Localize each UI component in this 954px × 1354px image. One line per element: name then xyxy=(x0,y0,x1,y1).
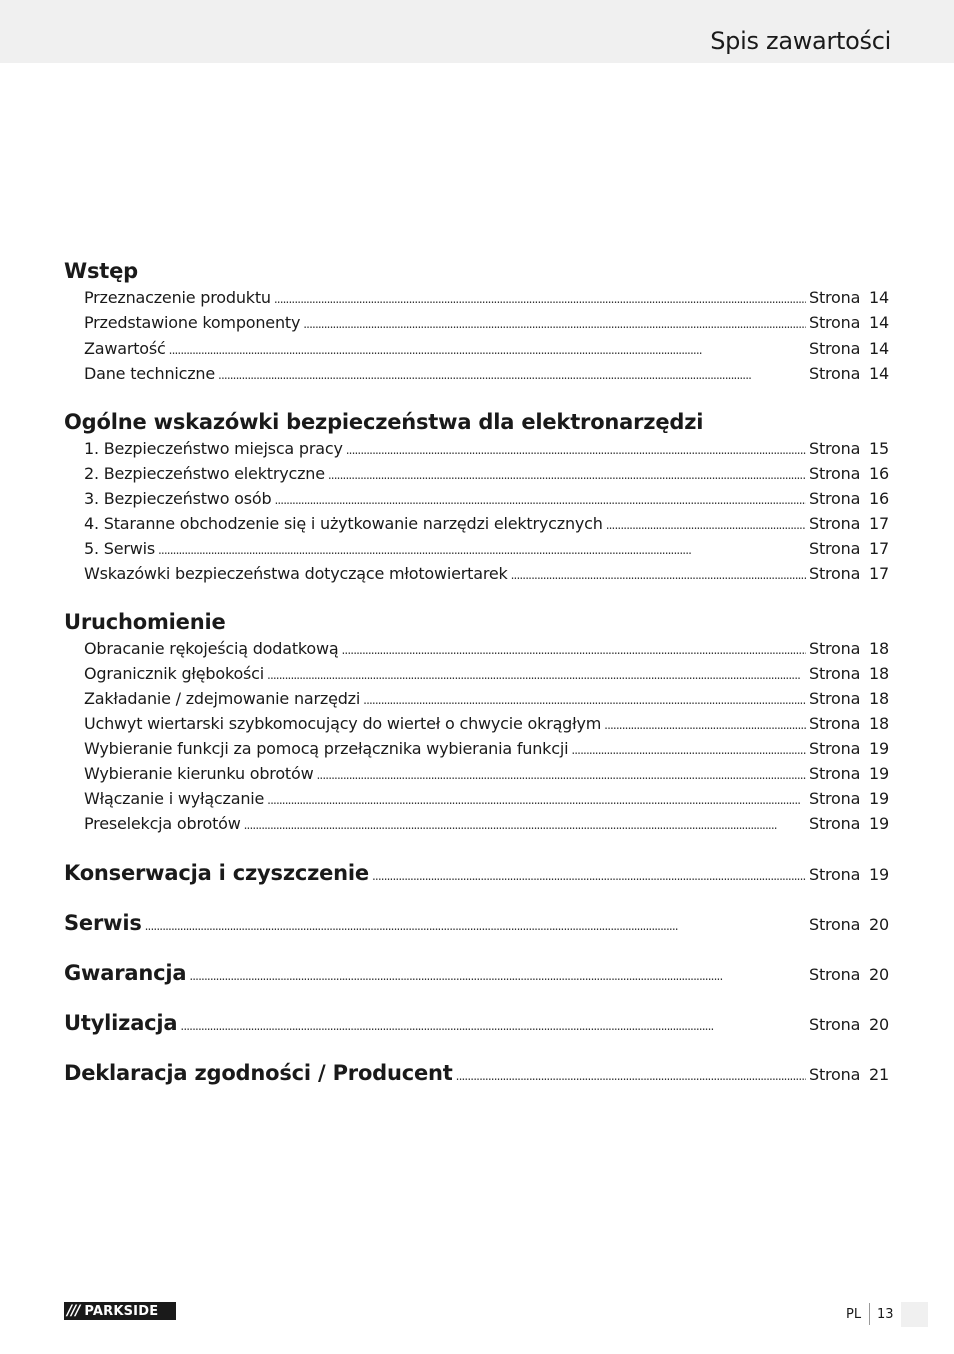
page-word: Strona xyxy=(809,313,861,332)
logo-slashes: /// xyxy=(67,1303,80,1319)
toc-entry[interactable] xyxy=(84,739,889,761)
dot-leader xyxy=(169,343,806,357)
page-number: 16 xyxy=(869,489,889,508)
entry-label: Wskazówki bezpieczeństwa dotyczące młotowiertarek xyxy=(84,564,508,583)
page-word: Strona xyxy=(809,364,861,383)
entry-label: Zawartość xyxy=(84,339,166,358)
footer-divider xyxy=(869,1303,870,1325)
page-word: Strona xyxy=(809,639,861,658)
entry-label: Obracanie rękojeścią dodatkową xyxy=(84,639,339,658)
entry-label: Uchwyt wiertarski szybkomocujący do wierteł o chwycie okrągłym xyxy=(84,714,602,733)
page-word: Strona xyxy=(809,739,861,758)
entry-label: Przedstawione komponenty xyxy=(84,313,301,332)
dot-leader xyxy=(346,443,806,457)
toc-main-entry[interactable] xyxy=(64,911,889,933)
entry-label: Wybieranie funkcji za pomocą przełącznika wybierania funkcji xyxy=(84,739,569,758)
entry-label: Zakładanie / zdejmowanie narzędzi xyxy=(84,689,361,708)
page-word: Strona xyxy=(809,764,861,783)
dot-leader xyxy=(456,1069,806,1083)
page-number: 20 xyxy=(869,915,889,934)
toc-main-entry[interactable] xyxy=(64,1011,889,1033)
dot-leader xyxy=(303,317,806,331)
page-number: 19 xyxy=(869,789,889,808)
dot-leader xyxy=(604,718,806,732)
dot-leader xyxy=(189,969,806,983)
page-number: 21 xyxy=(869,1065,889,1084)
page-number: 19 xyxy=(869,865,889,884)
toc-main-entry[interactable] xyxy=(64,1061,889,1083)
page-word: Strona xyxy=(809,464,861,483)
language-code: PL xyxy=(846,1307,862,1322)
parkside-logo xyxy=(64,1302,176,1320)
dot-leader xyxy=(606,518,806,532)
toc-entry[interactable] xyxy=(84,313,889,335)
dot-leader xyxy=(571,743,806,757)
page-number: 16 xyxy=(869,464,889,483)
entry-label: Włączanie i wyłączanie xyxy=(84,789,265,808)
page-word: Strona xyxy=(809,865,861,884)
toc-entry[interactable] xyxy=(84,664,889,686)
entry-label: 4. Staranne obchodzenie się i użytkowanie narzędzi elektrycznych xyxy=(84,514,603,533)
entry-label: Gwarancja xyxy=(64,961,187,985)
toc-entry[interactable] xyxy=(84,689,889,711)
page-word: Strona xyxy=(809,965,861,984)
toc-entry[interactable] xyxy=(84,439,889,461)
page-word: Strona xyxy=(809,539,861,558)
entry-label: Serwis xyxy=(64,911,142,935)
entry-label: Utylizacja xyxy=(64,1011,178,1035)
page-number: 17 xyxy=(869,564,889,583)
page-word: Strona xyxy=(809,1015,861,1034)
page-word: Strona xyxy=(809,489,861,508)
dot-leader xyxy=(328,468,806,482)
page-word: Strona xyxy=(809,689,861,708)
dot-leader xyxy=(267,793,806,807)
page-word: Strona xyxy=(809,439,861,458)
toc-entry[interactable] xyxy=(84,564,889,586)
dot-leader xyxy=(511,568,806,582)
page-number: 20 xyxy=(869,1015,889,1034)
page-number: 18 xyxy=(869,664,889,683)
toc-entry[interactable] xyxy=(84,814,889,836)
dot-leader xyxy=(218,368,806,382)
page-word: Strona xyxy=(809,915,861,934)
toc-entry[interactable] xyxy=(84,639,889,661)
toc-entry[interactable] xyxy=(84,339,889,361)
footer-decoration xyxy=(901,1302,928,1327)
entry-label: Konserwacja i czyszczenie xyxy=(64,861,369,885)
section-title-uruchomienie: Uruchomienie xyxy=(64,610,226,634)
page-number: 17 xyxy=(869,539,889,558)
entry-label: 1. Bezpieczeństwo miejsca pracy xyxy=(84,439,343,458)
toc-main-entry[interactable] xyxy=(64,961,889,983)
entry-label: 3. Bezpieczeństwo osób xyxy=(84,489,272,508)
section-title-wstep: Wstęp xyxy=(64,259,138,283)
page-number: 14 xyxy=(869,339,889,358)
dot-leader xyxy=(267,668,806,682)
page-number: 19 xyxy=(869,739,889,758)
entry-label: 5. Serwis xyxy=(84,539,155,558)
page-word: Strona xyxy=(809,714,861,733)
page-number: 15 xyxy=(869,439,889,458)
page-number: 20 xyxy=(869,965,889,984)
dot-leader xyxy=(274,493,806,507)
dot-leader xyxy=(158,543,806,557)
dot-leader xyxy=(363,693,806,707)
dot-leader xyxy=(180,1019,806,1033)
toc-main-entry[interactable] xyxy=(64,861,889,883)
page-word: Strona xyxy=(809,564,861,583)
page-number: 17 xyxy=(869,514,889,533)
entry-label: Wybieranie kierunku obrotów xyxy=(84,764,314,783)
page-word: Strona xyxy=(809,339,861,358)
page-word: Strona xyxy=(809,514,861,533)
entry-label: Preselekcja obrotów xyxy=(84,814,241,833)
page-number: 18 xyxy=(869,639,889,658)
toc-entry[interactable] xyxy=(84,764,889,786)
toc-entry[interactable] xyxy=(84,714,889,736)
page-number-footer: 13 xyxy=(877,1307,894,1322)
toc-entry[interactable] xyxy=(84,539,889,561)
dot-leader xyxy=(145,919,806,933)
logo-text: PARKSIDE xyxy=(84,1303,159,1319)
page-number: 18 xyxy=(869,714,889,733)
dot-leader xyxy=(316,768,806,782)
entry-label: Ogranicznik głębokości xyxy=(84,664,265,683)
entry-label: Przeznaczenie produktu xyxy=(84,288,271,307)
toc-entry[interactable] xyxy=(84,489,889,511)
page-word: Strona xyxy=(809,789,861,808)
toc-entry[interactable] xyxy=(84,789,889,811)
dot-leader xyxy=(244,818,806,832)
page-word: Strona xyxy=(809,664,861,683)
toc-entry[interactable] xyxy=(84,364,889,386)
dot-leader xyxy=(372,869,806,883)
page-number: 19 xyxy=(869,764,889,783)
dot-leader xyxy=(274,292,806,306)
page-number: 14 xyxy=(869,288,889,307)
toc-entry[interactable] xyxy=(84,288,889,310)
section-title-safety: Ogólne wskazówki bezpieczeństwa dla elektronarzędzi xyxy=(64,410,704,434)
toc-entry[interactable] xyxy=(84,464,889,486)
page-number: 14 xyxy=(869,364,889,383)
page-title: Spis zawartości xyxy=(710,27,891,55)
page-word: Strona xyxy=(809,1065,861,1084)
dot-leader xyxy=(341,643,806,657)
entry-label: 2. Bezpieczeństwo elektryczne xyxy=(84,464,325,483)
toc-entry[interactable] xyxy=(84,514,889,536)
entry-label: Deklaracja zgodności / Producent xyxy=(64,1061,453,1085)
page-word: Strona xyxy=(809,288,861,307)
page-number: 18 xyxy=(869,689,889,708)
page-number: 19 xyxy=(869,814,889,833)
page-word: Strona xyxy=(809,814,861,833)
entry-label: Dane techniczne xyxy=(84,364,216,383)
page-number: 14 xyxy=(869,313,889,332)
